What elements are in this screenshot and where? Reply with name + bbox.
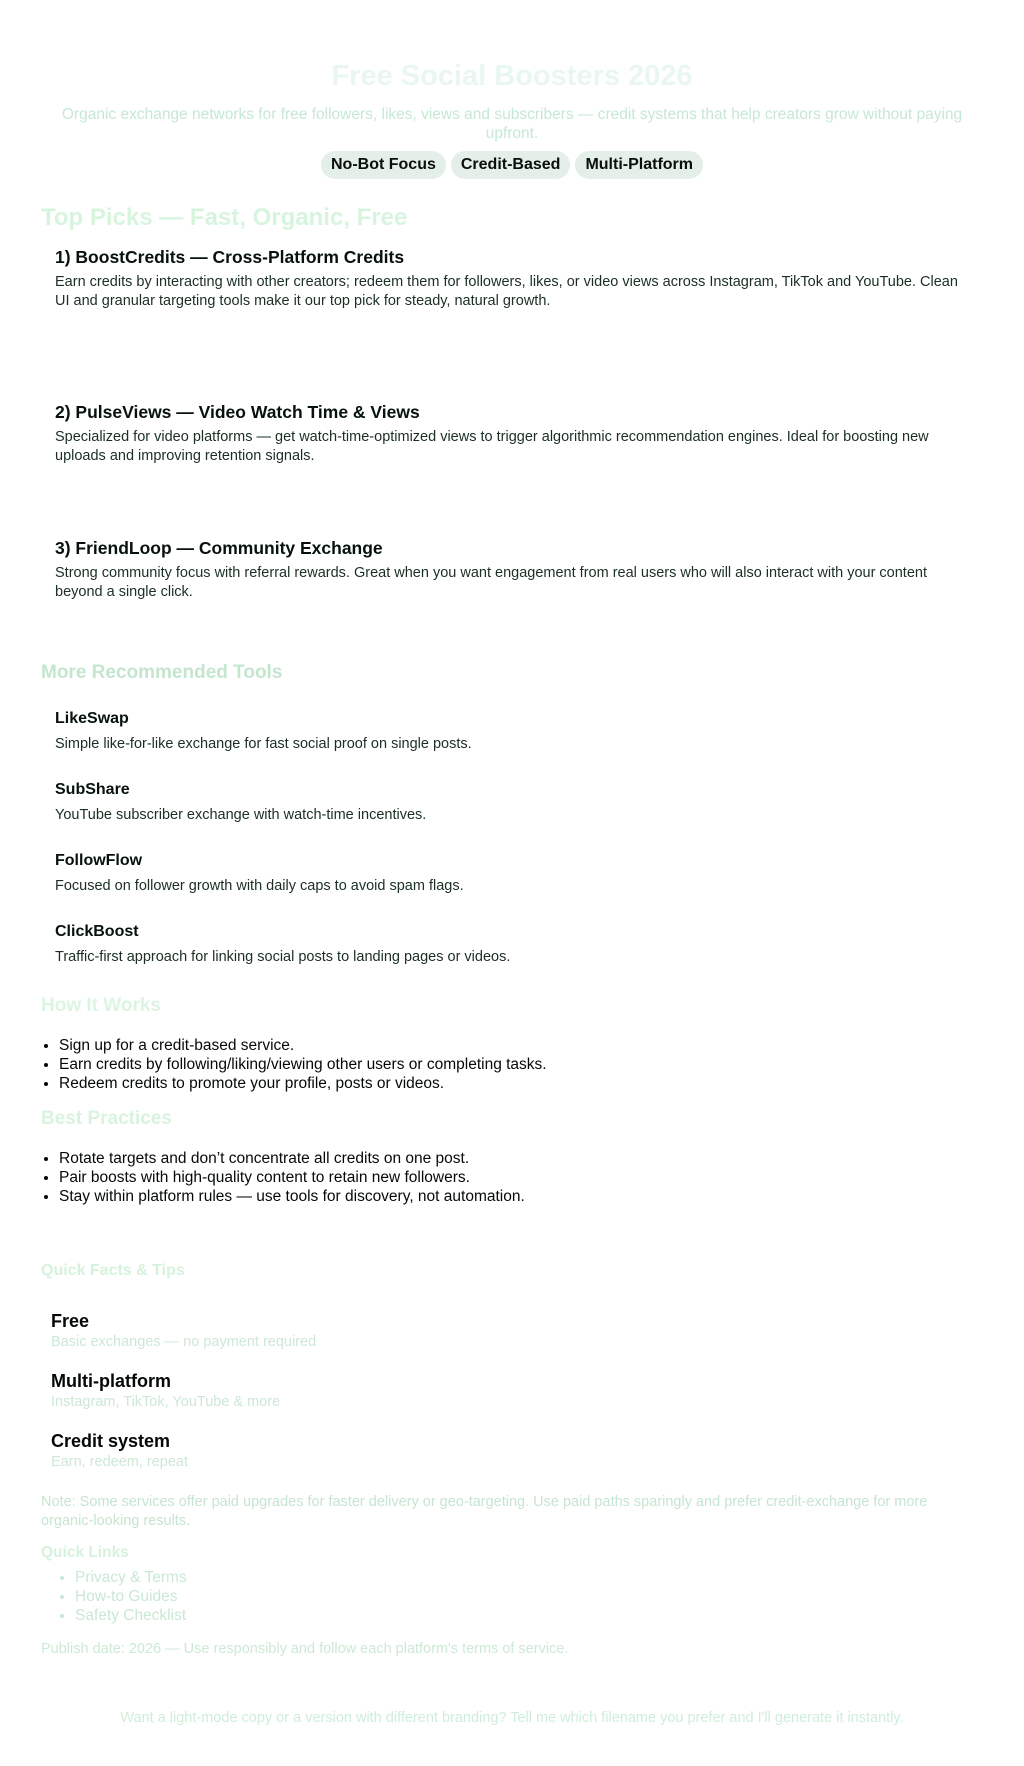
tool-description: YouTube subscriber exchange with watch-time incentives.: [55, 807, 427, 823]
more-tools-heading: More Recommended Tools: [41, 662, 283, 683]
how-it-works-heading: How It Works: [41, 995, 161, 1016]
tool-description: Focused on follower growth with daily caps to avoid spam flags.: [55, 878, 464, 894]
note-text: Note: Some services offer paid upgrades for faster delivery or geo-targeting. Use paid paths sparingly and prefer credit-exchange for more organic-looking results.: [41, 1494, 928, 1529]
badge-row: [0, 151, 1024, 179]
quick-facts-heading: Quick Facts & Tips: [41, 1262, 185, 1279]
tool-description: Simple like-for-like exchange for fast social proof on single posts.: [55, 736, 472, 752]
quick-link-safety-checklist[interactable]: • Safety Checklist: [75, 1606, 187, 1625]
how-it-works-list: [41, 1036, 547, 1093]
tool-name: LikeSwap: [55, 710, 129, 727]
list-item: • Pair boosts with high-quality content to retain new followers.: [59, 1168, 525, 1187]
quick-link-privacy-terms[interactable]: • Privacy & Terms: [75, 1568, 187, 1587]
fact-card: [51, 1310, 951, 1351]
top-picks-heading: Top Picks — Fast, Organic, Free: [41, 204, 408, 231]
badge-no-bot-focus: No-Bot Focus: [321, 151, 446, 179]
list-item: • Sign up for a credit-based service.: [59, 1036, 547, 1055]
tool-item: [55, 851, 975, 895]
top-pick-description: Specialized for video platforms — get watch-time-optimized views to trigger algorithmic recommendation engines. Ideal for boosting new uploads and improving retention signals.: [55, 429, 929, 464]
top-pick-title: 1) BoostCredits — Cross-Platform Credits: [55, 247, 405, 267]
tool-item: [55, 922, 975, 966]
best-practices-list: [41, 1149, 525, 1206]
page-title: Free Social Boosters 2026: [331, 60, 693, 92]
fact-title: Free: [51, 1311, 90, 1331]
tool-name: SubShare: [55, 781, 130, 798]
top-pick-title: 2) PulseViews — Video Watch Time & Views: [55, 402, 420, 422]
list-item: • Rotate targets and don’t concentrate all credits on one post.: [59, 1149, 525, 1168]
top-pick-description: Earn credits by interacting with other creators; redeem them for followers, likes, or video views across Instagram, TikTok and YouTube. Clean UI and granular targeting tools make it our top pick for steady, natural growth.: [55, 274, 958, 309]
fact-subtitle: Instagram, TikTok, YouTube & more: [51, 1394, 281, 1410]
badge-credit-based: Credit-Based: [451, 151, 571, 179]
badge-multi-platform: Multi-Platform: [575, 151, 703, 179]
fact-card: [51, 1370, 951, 1411]
top-pick-item: [55, 537, 975, 601]
best-practices-heading: Best Practices: [41, 1108, 172, 1129]
quick-link-how-to-guides[interactable]: • How-to Guides: [75, 1587, 187, 1606]
quick-links-list: [57, 1568, 187, 1625]
footer-cta: Want a light-mode copy or a version with different branding? Tell me which filename you prefer and I'll generate it instantly.: [120, 1710, 904, 1726]
top-pick-title: 3) FriendLoop — Community Exchange: [55, 538, 383, 558]
publish-date: Publish date: 2026 — Use responsibly and follow each platform's terms of service.: [41, 1641, 569, 1657]
top-pick-description: Strong community focus with referral rewards. Great when you want engagement from real users who will also interact with your content beyond a single click.: [55, 565, 927, 600]
tool-name: ClickBoost: [55, 923, 139, 940]
tool-item: [55, 709, 975, 753]
list-item: • Earn credits by following/liking/viewing other users or completing tasks.: [59, 1055, 547, 1074]
fact-title: Credit system: [51, 1431, 171, 1451]
page-subtitle: Organic exchange networks for free followers, likes, views and subscribers — credit systems that help creators grow without paying upfront.: [61, 106, 963, 142]
fact-card: [51, 1430, 951, 1471]
tool-item: [55, 780, 975, 824]
tool-description: Traffic-first approach for linking social posts to landing pages or videos.: [55, 949, 511, 965]
list-item: • Stay within platform rules — use tools for discovery, not automation.: [59, 1187, 525, 1206]
list-item: • Redeem credits to promote your profile, posts or videos.: [59, 1074, 547, 1093]
top-pick-item: [55, 246, 975, 310]
tool-name: FollowFlow: [55, 852, 143, 869]
quick-links-heading: Quick Links: [41, 1544, 129, 1561]
fact-subtitle: Earn, redeem, repeat: [51, 1454, 189, 1470]
top-pick-item: [55, 401, 975, 465]
fact-title: Multi-platform: [51, 1371, 171, 1391]
fact-subtitle: Basic exchanges — no payment required: [51, 1334, 317, 1350]
